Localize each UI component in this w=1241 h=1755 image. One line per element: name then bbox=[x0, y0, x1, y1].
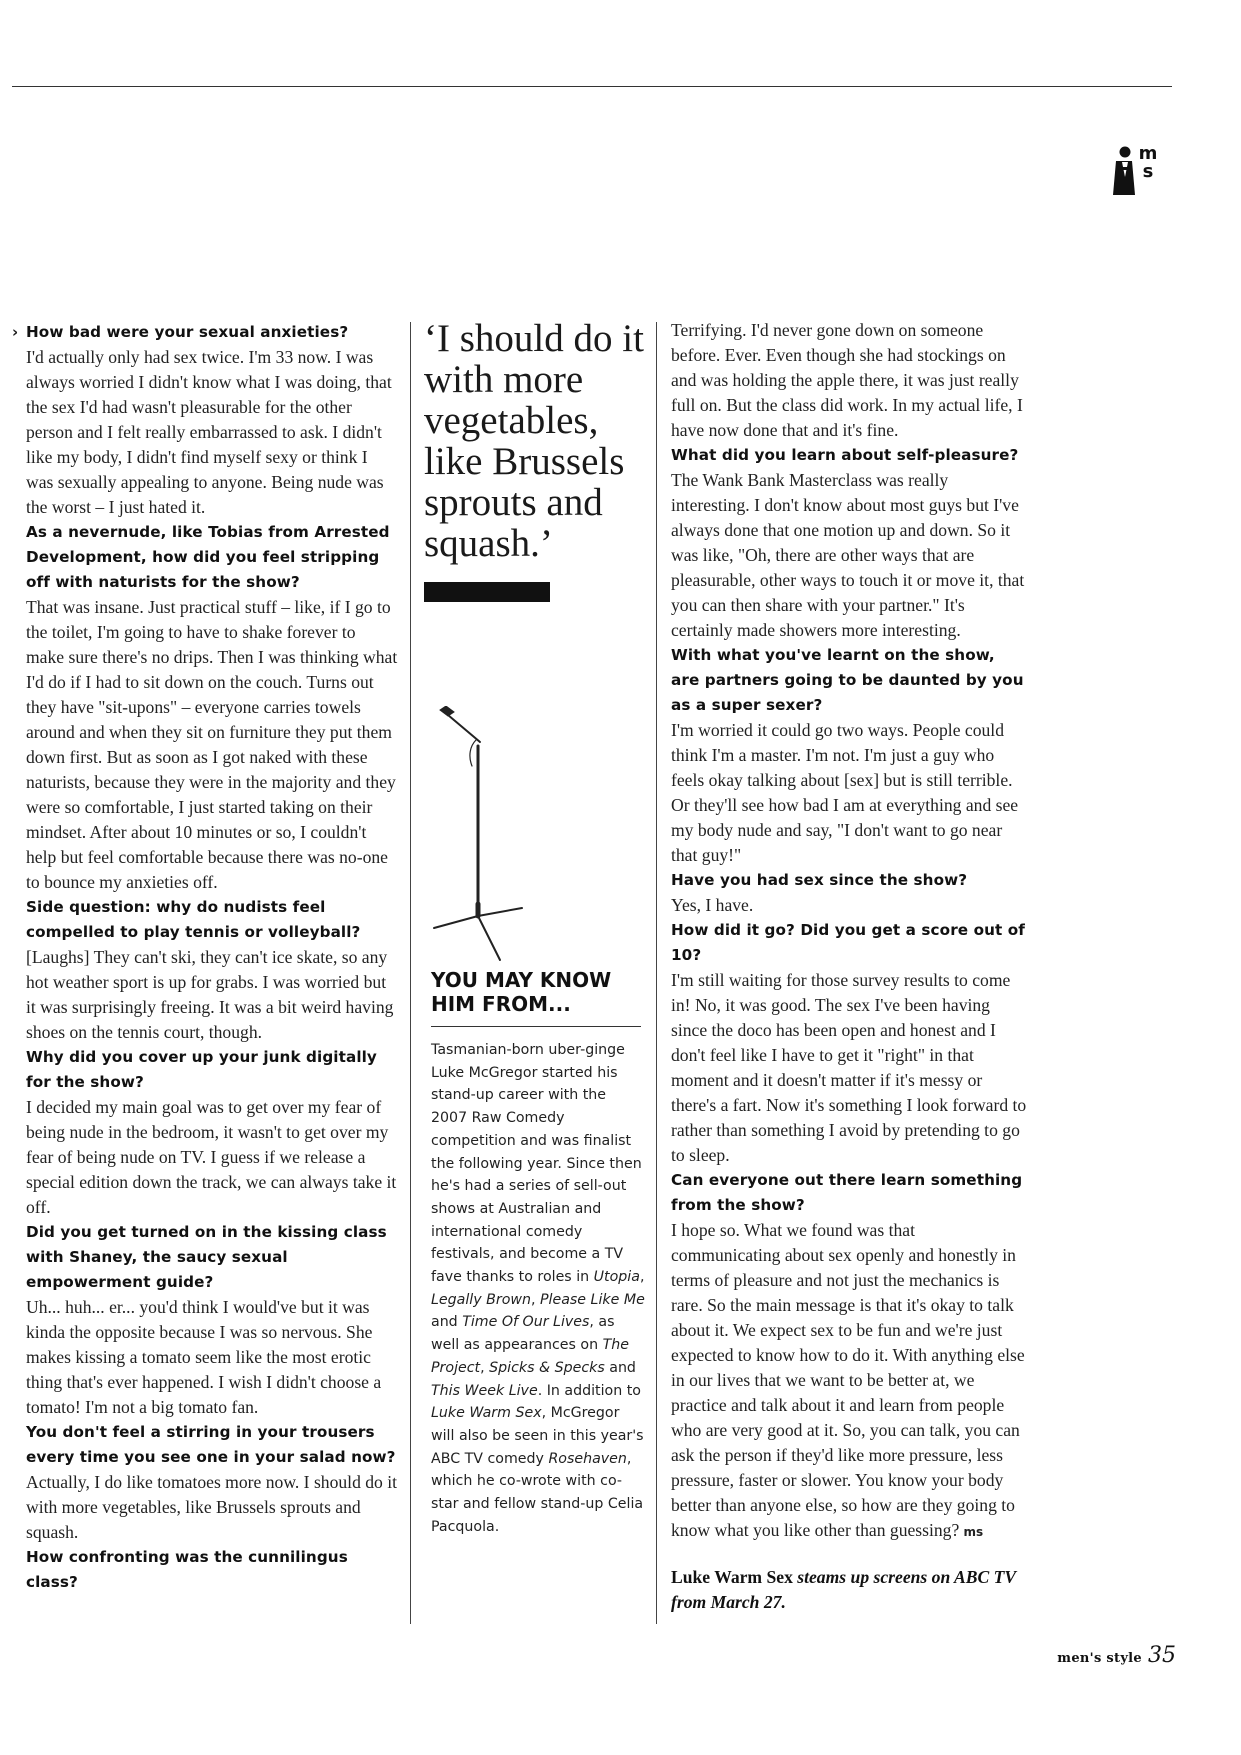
interview-question: What did you learn about self-pleasure? bbox=[671, 446, 1019, 464]
page-footer bbox=[1000, 1643, 1176, 1668]
interview-answer: I hope so. What we found was that communicating about sex openly and honestly in terms of pleasure and not just the mechanics is rare. So the main message is that it's okay to talk about it. We expect sex to be fun and we're just expected to know how to do it. With anything else in our lives that we want to be better at, we practice and talk about it and learn from people who are very good at it. So, you can talk, you can ask the person if they'd like more pressure, less pressure, faster or slower. You know your body better than anyone else, so how are they going to know what you like other than guessing? ms bbox=[671, 1220, 1025, 1540]
top-rule bbox=[12, 86, 1172, 87]
interview-question: How bad were your sexual anxieties? bbox=[26, 323, 349, 341]
logo-letter-m: m bbox=[1138, 143, 1158, 164]
logo-letter-s: s bbox=[1142, 161, 1154, 182]
interview-answer: Terrifying. I'd never gone down on someone before. Ever. Even though she had stockings on and was holding the apple there, it was just really full on. But the class did work. In my actual life, I have now done that and it's fine. bbox=[671, 320, 1023, 440]
interview-answer: [Laughs] They can't ski, they can't ice skate, so any hot weather sport is up for grabs. I was worried but it was surprisingly freeing. It was a bit weird having shoes on the tennis court, though. bbox=[26, 947, 394, 1042]
interview-question: How confronting was the cunnilingus class? bbox=[26, 1548, 348, 1591]
interview-answer: Actually, I do like tomatoes more now. I should do it with more vegetables, like Brussels sprouts and squash. bbox=[26, 1472, 398, 1542]
pull-quote-bar bbox=[424, 582, 550, 602]
interview-question: Side question: why do nudists feel compelled to play tennis or volleyball? bbox=[26, 898, 361, 941]
interview-question: Can everyone out there learn something from the show? bbox=[671, 1171, 1023, 1214]
magazine-name: men's style bbox=[1057, 1651, 1142, 1666]
interview-question: With what you've learnt on the show, are partners going to be daunted by you as a super sexer? bbox=[671, 646, 1024, 714]
column-divider bbox=[410, 322, 411, 1624]
interview-right-column bbox=[671, 318, 1027, 1633]
logo-letters bbox=[1138, 145, 1158, 181]
interview-answer: The Wank Bank Masterclass was really interesting. I don't know about most guys but I've always done that one motion up and down. So it was like, "Oh, there are other ways that are pleasurable, other ways to touch it or move it, that you can then share with your partner." It's certainly made showers more interesting. bbox=[671, 470, 1025, 640]
interview-answer: Yes, I have. bbox=[671, 895, 754, 915]
interview-question: Did you get turned on in the kissing class with Shaney, the saucy sexual empowerment guide? bbox=[26, 1223, 387, 1291]
interview-left-column bbox=[26, 320, 398, 1595]
air-date: steams up screens on ABC TV from March 27. bbox=[671, 1567, 1016, 1612]
interview-answer: I'm worried it could go two ways. People could think I'm a master. I'm not. I'm just a guy who feels okay talking about [sex] but is still terrible. Or they'll see how bad I am at everything and see my body nude and say, "I don't want to go near that guy!" bbox=[671, 720, 1019, 865]
interview-answer: I'd actually only had sex twice. I'm 33 now. I was always worried I didn't know what I was doing, that the sex I'd had wasn't pleasurable for the other person and I felt really embarrassed to ask. I didn't like my body, I didn't find myself sexy or think I was sexually appealing to anyone. Being nude was the worst – I just hated it. bbox=[26, 347, 392, 517]
interview-answer: That was insane. Just practical stuff – like, if I go to the toilet, I'm going to have to shake forever to make sure there's no drips. Then I was thinking what I'd do if I had to sit down on the couch. Turns out they have "sit-upons" – everyone carries towels around and when they sit on furniture they put them down first. But as soon as I got naked with these naturists, because they were in the majority and they were so comfortable, I just started taking on their mindset. After about 10 minutes or so, I couldn't help but feel comfortable because there was no-one to bounce my anxieties off. bbox=[26, 597, 398, 892]
continue-marker: › bbox=[12, 323, 19, 341]
sidebar-heading: YOU MAY KNOW HIM FROM... bbox=[431, 968, 612, 1016]
interview-answer: Uh... huh... er... you'd think I would've but it was kinda the opposite because I was so nervous. She makes kissing a tomato seem like the most erotic thing that's ever happened. I wish I didn't choose a tomato! I'm not a big tomato fan. bbox=[26, 1297, 382, 1417]
interview-question: As a nevernude, like Tobias from Arrested Development, how did you feel stripping off with naturists for the show? bbox=[26, 523, 390, 591]
interview-question: Have you had sex since the show? bbox=[671, 871, 968, 889]
column-divider bbox=[656, 322, 657, 1624]
sidebar-body: Tasmanian-born uber-ginge Luke McGregor started his stand-up career with the 2007 Raw Comedy competition and was finalist the following year. Since then he's had a series of sell-out shows at Australian and international comedy festivals, and become a TV fave thanks to roles in Utopia, Legally Brown, Please Like Me and Time Of Our Lives, as well as appearances on The Project, Spicks & Specks and This Week Live. In addition to Luke Warm Sex, McGregor will also be seen in this year's ABC TV comedy Rosehaven, which he co-wrote with co-star and fellow stand-up Celia Pacquola. bbox=[431, 1042, 645, 1535]
sidebar-rule bbox=[431, 1026, 641, 1027]
pull-quote: ‘I should do it with more vegetables, like Brussels sprouts and squash.’ bbox=[424, 317, 644, 565]
broadcast-credit bbox=[671, 1565, 1027, 1615]
page-number: 35 bbox=[1148, 1643, 1176, 1668]
end-mark: ms bbox=[959, 1525, 984, 1539]
microphone-stand-icon bbox=[432, 706, 532, 968]
show-title: Luke Warm Sex bbox=[671, 1567, 798, 1587]
interview-question: How did it go? Did you get a score out of 10? bbox=[671, 921, 1026, 964]
interview-question: You don't feel a stirring in your trousers every time you see one in your salad now? bbox=[26, 1423, 396, 1466]
interview-answer: I'm still waiting for those survey results to come in! No, it was good. The sex I've been having since the doco has been open and honest and I don't feel like I have to get it "right" in that moment and it doesn't matter if it's messy or there's a fart. Now it's something I look forward to rather than something I avoid by pretending to go to sleep. bbox=[671, 970, 1027, 1165]
pull-quote-column bbox=[424, 318, 656, 602]
man-silhouette-icon bbox=[1110, 143, 1138, 199]
interview-answer: I decided my main goal was to get over my fear of being nude in the bedroom, it wasn't to get over my fear of being nude on TV. I guess if we release a special edition down the track, we can always take it off. bbox=[26, 1097, 397, 1217]
ms-logo bbox=[1110, 143, 1170, 199]
interview-question: Why did you cover up your junk digitally for the show? bbox=[26, 1048, 377, 1091]
